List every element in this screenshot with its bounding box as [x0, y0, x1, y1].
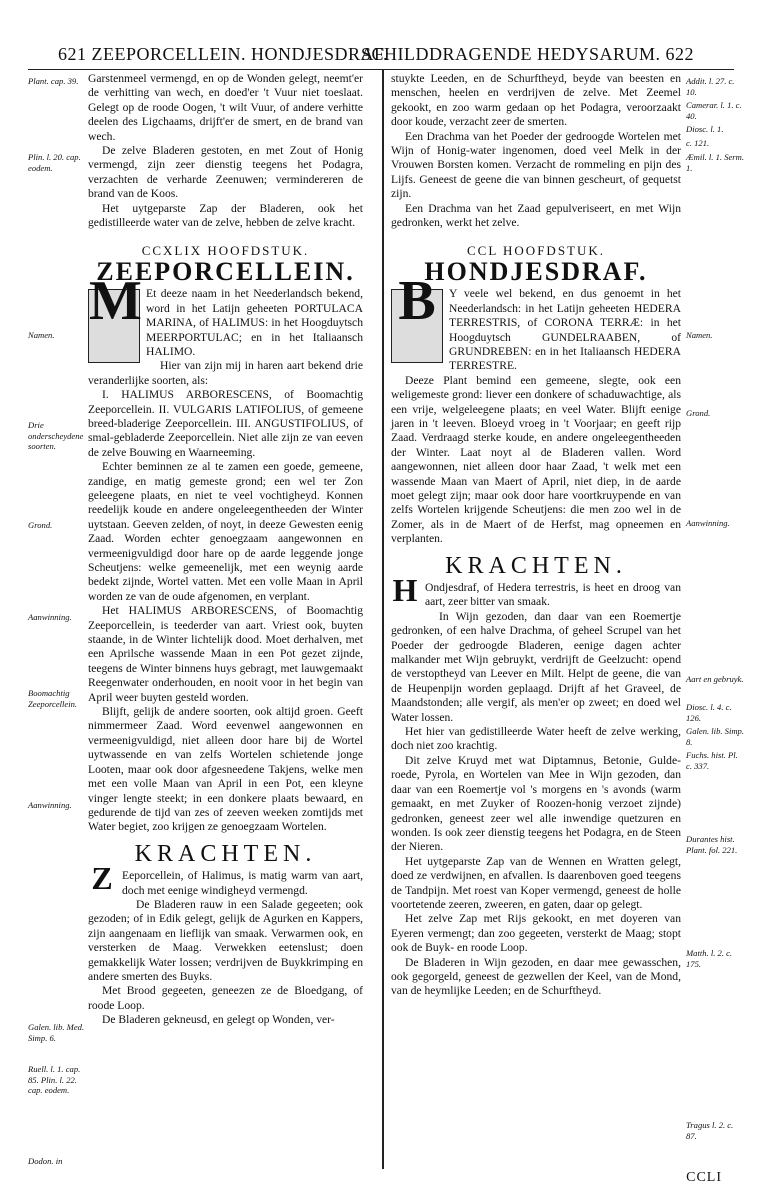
paragraph: De Bladeren in Wijn gezoden, en daar mee gewasschen, ook gegorgeld, geneest de gezwellen der Keel, van de Mond, van de heymlijke Leeden; en de Schurftheyd. — [391, 955, 681, 998]
paragraph: Een Drachma van het Zaad gepulveriseert, en met Wijn gedronken, werkt het zelve. — [391, 201, 681, 230]
margin-note: Aanwinning. — [28, 800, 72, 810]
right-column — [391, 72, 681, 999]
margin-note: Grond. — [686, 408, 711, 418]
chapter-number: CCXLIX HOOFDSTUK. — [141, 243, 310, 259]
section-title: KRACHTEN. — [134, 840, 317, 867]
paragraph: Met Brood gegeeten, geneezen ze de Bloedgang, of roode Loop. — [88, 984, 363, 1012]
decorated-initial: B — [391, 289, 443, 363]
paragraph: Het uytgeparste Zap van de Wennen en Wratten gelegt, doed ze verdwijnen, en afvallen. Is daarenboven goed teegens de Tandpijn. Met roest van Koper vermengd, geneest de holle voortetende zeeren, zweeren, en gaten, daar op gelegt. — [391, 854, 681, 911]
paragraph: I. HALIMUS ARBORESCENS, of Boomachtig Zeeporcellein. II. VULGARIS LATIFOLIUS, of gemeene breed-bladerige Zeeporcellein. III. ANGUSTIFOLIUS, of smal-gebladerde Zeeporcellein. Niet alle zijn ze van eeven de zelve Bouwing en Waarneeming. — [88, 388, 363, 459]
intro-paragraph: Et deeze naam in het Neederlandsch bekend, word in het Latijn geheeten PORTULACA MARINA, of HALIMUS: in het Hoogduytsch MEERPORTULAC; en in het Italiaansch HALIMO. — [146, 287, 363, 358]
margin-note: Diosc. l. 4. c. 126. — [686, 702, 732, 723]
paragraph: stuykte Leeden, en de Schurftheyd, beyde van beesten en menschen, heelen en verdrijven de zelve. Met Zeemel gekookt, en zoo warm gedaan op het Podagra, veroorzaakt door koude, verzacht zeer de smerten. — [391, 72, 681, 129]
section-title: KRACHTEN. — [445, 552, 627, 579]
margin-note: Plin. l. 20. cap. eodem. — [28, 152, 81, 173]
intro-paragraph: Y veele wel bekend, en dus genoemt in het Neederlandsch: in het Latijn geheeten HEDERA TERRESTRIS, of CORONA TERRÆ: in het Hoogduytsch GUNDELRAABEN, of GRUNDREBEN: en in het Italiaansch HEDERA TERRESTRE. — [449, 287, 681, 373]
margin-note: Galen. lib. Med. Simp. 6. — [28, 1022, 85, 1043]
left-column — [88, 72, 363, 1028]
chapter-title: ZEEPORCELLEIN. — [96, 256, 355, 286]
paragraph: Het zelve Zap met Rijs gekookt, en met doyeren van Eyeren vermengt; dan zoo gegeeten, versterkt de Maag; stopt ook de Buyk- en roode Loop. — [391, 912, 681, 955]
margin-note: Dodon. in — [28, 1156, 63, 1166]
column-divider — [382, 69, 384, 1169]
margin-note: c. 121. — [686, 138, 710, 148]
margin-note: Camerar. l. 1. c. 40. — [686, 100, 742, 121]
paragraph: In Wijn gezoden, dan daar van een Roemertje gedronken, of een halve Drachma, of geheel Scrupel van het Poeder der gedroogde Bladeren, eenige dagen achter malkander met Wijn gebruykt, verdrijft de Geelzucht: opend de verstoptheyd van Leever en Milt. Helpt de geene, die van de Heupenpijn worden geplaagd. Drijft af het Graveel, de Maandstonden; alle vergif, als men'er op zweet; en doed wel Water lossen. — [391, 609, 681, 724]
paragraph: Dit zelve Kruyd met wat Diptamnus, Betonie, Gulde-roede, Pyrola, en Wortelen van Mee in Wijn gezoden, dan daar van een Roemertje vol 's morgens en 's avonds (warm gemaakt, en met Zuyker of Roozen-honig verzoet zijnde) gedronken, geneest zeer wel alle inwendige quetzuren en wonden. Is ook zeer dienstig teegens het Podagra, en de Steen der Nieren. — [391, 753, 681, 854]
decorated-initial: M — [88, 289, 140, 363]
paragraph: De Bladeren gekneusd, en gelegt op Wonden, ver- — [102, 1013, 335, 1027]
paragraph: Eeporcellein, of Halimus, is matig warm van aart, doch met eenige windigheyd vermengd. — [122, 869, 363, 897]
margin-note: Durantes hist. Plant. fol. 221. — [686, 834, 738, 855]
paragraph: Garstenmeel vermengd, en op de Wonden gelegt, neemt'er de verhitting van wech, en doed'er 't Vuur niet toeslaat. Gelegt op de roode Oogen, 't wilt Vuur, of andere verhitte deelen des Ligchaams, drijft'er de smert, en de brand van wech. — [88, 72, 363, 143]
paragraph: Blijft, gelijk de andere soorten, ook altijd groen. Geeft nimmermeer Zaad. Word eevenwel aangewonnen en vermeenigvuldigd, niet alleen door hare bij de Wortel uytwassende en van zelfs Wortelen schietende jonge Looten, maar ook door afgesneedene Takjens, welke men met een volle Maan van April in een Pot, een kleyne vinger lengte steekt; in een donkere plaats bewaard, en gedurende de tijd van zes of zeeven weeken zomtijds met Water begiet, zoo krijgen ze genoegzaam Wortelen. — [88, 705, 363, 834]
paragraph: Het uytgeparste Zap der Bladeren, ook het gedistilleerde water van de zelve, hebben de zelve kracht. — [88, 201, 363, 230]
signature-mark: CCLI — [686, 1170, 722, 1185]
margin-note: Namen. — [686, 330, 713, 340]
margin-note: Grond. — [28, 520, 53, 530]
margin-note: Addit. l. 27. c. 10. — [686, 76, 735, 97]
chapter-title: HONDJESDRAF. — [424, 256, 648, 286]
margin-note: Boomachtig Zeeporcellein. — [28, 688, 78, 709]
paragraph: Hier van zijn mij in haren aart bekend drie veranderlijke soorten, als: — [88, 359, 363, 387]
paragraph: Het HALIMUS ARBORESCENS, of Boomachtig Zeeporcellein, is teederder van aart. Vriest ook, buyten staande, in de Winter lichtelijk dood. Moet derhalven, met een Aprilsche wassende Maan in een Pot gezet zijnde, teegens de Winter binnens huys gebragt, met lauwgemaakt Reegenwater onderhouden, en nooit voor in het begin van April weer buyten gesteld worden. — [88, 604, 363, 704]
margin-note: Matth. l. 2. c. 175. — [686, 948, 733, 969]
margin-note: Fuchs. hist. Pl. c. 337. — [686, 750, 738, 771]
running-header — [28, 44, 734, 70]
margin-note: Aanwinning. — [686, 518, 730, 528]
margin-note: Aanwinning. — [28, 612, 72, 622]
margin-note: Aart en gebruyk. — [686, 674, 744, 684]
paragraph: De Bladeren rauw in een Salade gegeeten; ook gezoden; of in Edik gelegt, gelijk de Agurken en Kappers, zijn aangenaam en lieflijk van smaak. Verwarmen ook, en versterken de Maag. Verwekken eetenslust; doen gemakkelijk Water lossen; verdrijven de Buykkrimping en andere smerten des Buyks. — [88, 897, 363, 983]
paragraph: De zelve Bladeren gestoten, en met Zout of Honig vermengd, zijn zeer dienstig teegens het Podagra, verzachten de verharde Zeenuwen; vermindereren de brand van de Koos. — [88, 144, 363, 201]
margin-note: Plant. cap. 39. — [28, 76, 79, 86]
margin-note: Ruell. l. 1. cap. 85. Plin. l. 22. cap. eodem. — [28, 1064, 81, 1095]
paragraph: Een Drachma van het Poeder der gedroogde Wortelen met Wijn of Honig-water ingenomen, doed veel Melk in der Vrouwen Borsten komen. Verzacht de rommeling en pijn des Lijfs. Geneest de geene die van binnen gescheurt, of gequetst zijn. — [391, 129, 681, 201]
paragraph: Ondjesdraf, of Hedera terrestris, is heet en droog van aart, zeer bitter van smaak. — [425, 581, 681, 609]
paragraph: Deeze Plant bemind een gemeene, slegte, ook een weligemeste grond: liever een donkere of schaduwachtige, als een vrije, welgeleegene plaats; en veel Water. Blijft eenige jaren in 't leeven. Bloeyd vroeg in 't Voorjaar; en geeft rijp Zaad. Verdraagd sterke koude, en andere ongeleegentheeden der Winter. Laat noyt al de Bladeren vallen. Word aangewonnen, niet alleen door haar Zaad, 't welk met een wassende Maan van Maert of April, niet diep, in de aarde moet gelegt zijn; maar ook door hare voortkruypende en van zelfs Wortelen krijgende Scheutjens: die men zoo wel in de Zomer, als in de Maert of de Herfst, mag opneemen en verplanten. — [391, 373, 681, 546]
margin-note: Æmil. l. 1. Serm. 1. — [686, 152, 745, 173]
margin-note: Galen. lib. Simp. 8. — [686, 726, 745, 747]
header-left: 621 ZEEPORCELLEIN. HONDJESDRAF. — [58, 44, 389, 64]
margin-note: Namen. — [28, 330, 55, 340]
header-right: SCHILDDRAGENDE HEDYSARUM. 622 — [360, 44, 694, 64]
margin-note: Diosc. l. 1. — [686, 124, 724, 134]
initial-letter: H — [392, 572, 418, 608]
header-rule — [28, 69, 734, 70]
paragraph: Het hier van gedistilleerde Water heeft de zelve werking, doch niet zoo krachtig. — [391, 725, 681, 753]
chapter-number: CCL HOOFDSTUK. — [466, 243, 606, 259]
initial-letter: Z — [91, 860, 113, 897]
margin-note: Tragus l. 2. c. 87. — [686, 1120, 734, 1141]
margin-note: Drie onderscheydene soorten. — [28, 420, 84, 451]
paragraph: Echter beminnen ze al te zamen een goede, gemeene, zandige, en matig gemeste grond; een wel ter Zon geleegene plaats, en niet te veel vochtigheyd. Konnen reedelijk koude en andere ongeleegentheeden der Winter uytstaan. Geeven zelden, of noyt, in deeze Gewesten eenig Zaad. Worden echter genoegzaam aangewonnen en vermeenigvuldigd door hare op de aarde leggende jonge Scheutjens: welke gemeenelijk, met een weynig aarde bedekt zijnde, Wortel vatten. Met een volle Maan in April worden ze van de oude afgenomen, en verplant. — [88, 460, 363, 603]
